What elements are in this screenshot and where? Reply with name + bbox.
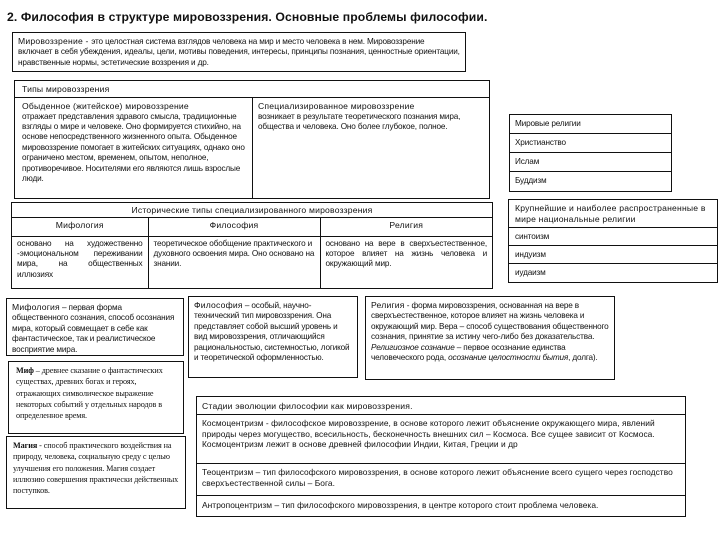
philosophy-cell: теоретическое обобщение практического и духовного освоения мира. Оно основано на знании.	[148, 236, 320, 288]
column-philosophy: Философия	[148, 218, 320, 236]
everyday-worldview-title: Обыденное (житейское) мировоззрение	[22, 101, 189, 111]
stage-anthropocentrism	[197, 496, 685, 516]
page-title: 2. Философия в структуре мировоззрения. Основные проблемы философии.	[7, 10, 488, 24]
column-mythology: Мифология	[12, 218, 148, 236]
stage-text: – тип философского мировоззрения, в центре которого стоит проблема человека.	[272, 500, 599, 510]
national-religions-list	[508, 199, 718, 283]
magic-term: Магия	[13, 441, 38, 450]
stage-text: - философское мировоззрение, в основе которого лежит объяснение окружающего мира, явлений природы через могущество, всесильность, бесконечность внешних сил – Космоса. Все сущее зависит от Космоса. Космоцентризм лежит в основе древней философии Индии, Китая, Греции и др	[202, 418, 655, 450]
philosophy-definition	[188, 296, 358, 378]
myth-text: – древнее сказание о фантастических существах, древних богах и героях, отражающих символическое выражение некоторых событий у отдельных народов в определенное время.	[16, 366, 163, 421]
philosophy-text: – особый, научно-технический тип мировоззрения. Она представляет собой высший уровень и вид мировоззрения, отличающийся рациональностью, системностью, логикой и теоретической оформленностью.	[194, 301, 350, 363]
column-religion: Религия	[320, 218, 492, 236]
national-religion-item: иудаизм	[515, 268, 546, 278]
stage-cosmocentrism	[197, 415, 685, 464]
myth-definition	[8, 361, 184, 434]
everyday-worldview-cell	[15, 98, 253, 198]
stage-term: Космоцентризм	[202, 418, 264, 428]
religion-text-3: , долга).	[568, 353, 598, 363]
religion-text: - форма мировоззрения, основанная на вере в сверхъестественное, которое влияет на жизнь человека и окружающий мир. Вера – способ существования общественного сознания, принятие за истину чего-либо без доказательства.	[371, 301, 609, 342]
world-religion-item: Ислам	[510, 153, 671, 172]
historical-types-table	[11, 202, 493, 289]
religion-text-2: – первое осознание единства человеческого рода,	[371, 342, 566, 363]
national-religion-item: синтоизм	[509, 228, 717, 246]
historical-types-grid	[12, 218, 492, 288]
evolution-stages-table	[196, 396, 686, 517]
world-religion-item: Христианство	[510, 134, 671, 153]
religion-term: Религия	[371, 300, 405, 310]
historical-types-header: Исторические типы специализированного мировоззрения	[12, 203, 492, 218]
stage-text: – тип философского мировоззрения, в основе которого лежит объяснение всего сущего через господство сверхъестественной силы – Бога.	[202, 467, 673, 488]
magic-definition	[6, 436, 186, 509]
worldview-definition	[12, 32, 466, 72]
specialized-worldview-cell	[253, 98, 489, 198]
mythology-text: – первая форма общественного сознания, способ осознания мира, который совмещает в себе как фантастическое, так и реалистическое восприятие мира.	[12, 303, 175, 354]
magic-text: - способ практического воздействия на природу, человека, социальную среду с целью улучшения его положения. Магия создает иллюзию совершения практически действенных поступков.	[13, 441, 179, 496]
religion-cell: основано на вере в сверхъестественное, которое влияет на жизнь человека и окружающий мир.	[320, 236, 492, 288]
definition-text: это целостная система взглядов человека на мир и место человека в нем. Мировоззрение включает в себя убеждения, идеалы, цели, мотивы поведения, интересы, принципы познания, ценностные ориентации, нравственные нормы, эстетические воззрения и др.	[18, 37, 460, 67]
stage-theocentrism	[197, 464, 685, 496]
myth-term: Миф	[16, 366, 34, 375]
definition-term: Мировоззрение -	[18, 36, 92, 46]
philosophy-term: Философия	[194, 300, 243, 310]
religion-italic-2: осознание целостности бытия	[448, 353, 569, 363]
stage-term: Антропоцентризм	[202, 500, 273, 510]
evolution-stages-header: Стадии эволюции философии как мировоззрения.	[197, 397, 685, 415]
world-religion-item: Буддизм	[515, 176, 547, 185]
world-religions-list	[509, 114, 672, 192]
worldview-types-table	[14, 80, 490, 199]
everyday-worldview-text: отражает представления здравого смысла, традиционные взгляды о мире и человеке. Оно формируется стихийно, на основе непосредственного жизненного опыта. Обыденное мировоззрение помогает в житейских ситуациях, однако оно ограничено местом, временем, опытом, неполное, противоречивое. Носителями его являются лишь взрослые люди.	[22, 111, 245, 184]
specialized-worldview-title: Специализированное мировоззрение	[258, 101, 415, 111]
national-religion-item: индуизм	[509, 246, 717, 264]
religion-italic-1: Религиозное сознание	[371, 342, 455, 352]
worldview-types-header: Типы мировоззрения	[15, 81, 489, 98]
national-religions-header: Крупнейшие и наиболее распространенные в мире национальные религии	[509, 200, 717, 228]
religion-definition	[365, 296, 615, 380]
mythology-term: Мифология	[12, 302, 60, 312]
mythology-cell: основано на художественно -эмоциональном переживании мира, на общественных иллюзиях	[12, 236, 148, 288]
mythology-definition	[6, 298, 184, 356]
stage-term: Теоцентризм	[202, 467, 254, 477]
specialized-worldview-text: возникает в результате теоретического познания мира, общества и человека. Оно более глубокое, полное.	[258, 111, 461, 131]
world-religions-header: Мировые религии	[510, 115, 671, 134]
